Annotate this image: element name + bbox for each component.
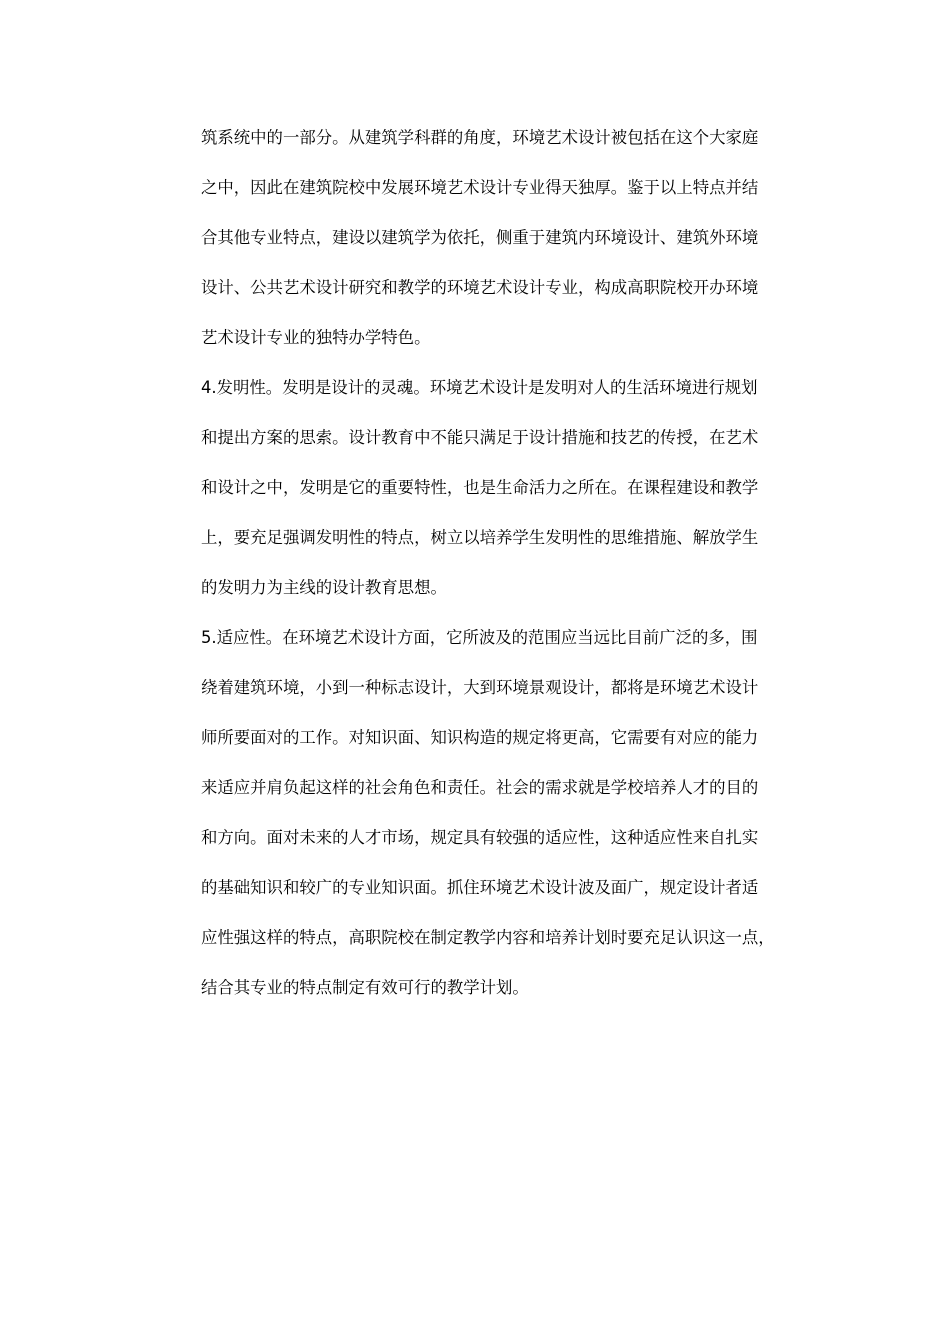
text-line: 的发明力为主线的设计教育思想。	[201, 578, 447, 597]
text-line: 和提出方案的思索。设计教育中不能只满足于设计措施和技艺的传授，在艺术	[201, 428, 759, 447]
text-line: 师所要面对的工作。对知识面、知识构造的规定将更高，它需要有对应的能力	[201, 728, 759, 747]
text-line: 的基础知识和较广的专业知识面。抓住环境艺术设计波及面广，规定设计者适	[201, 878, 759, 897]
text-line: 和方向。面对未来的人才市场，规定具有较强的适应性，这种适应性来自扎实	[201, 828, 759, 847]
text-line: 设计、公共艺术设计研究和教学的环境艺术设计专业，构成高职院校开办环境	[201, 278, 759, 297]
text-line: 上，要充足强调发明性的特点，树立以培养学生发明性的思维措施、解放学生	[201, 528, 759, 547]
text-line: 绕着建筑环境，小到一种标志设计，大到环境景观设计，都将是环境艺术设计	[201, 678, 759, 697]
body-text	[201, 126, 811, 1026]
text-line: 之中，因此在建筑院校中发展环境艺术设计专业得天独厚。鉴于以上特点并结	[201, 178, 759, 197]
text-line: 和设计之中，发明是它的重要特性，也是生命活力之所在。在课程建设和教学	[201, 478, 759, 497]
text-line: 5.适应性。在环境艺术设计方面，它所波及的范围应当远比目前广泛的多，围	[201, 628, 758, 647]
text-line: 艺术设计专业的独特办学特色。	[201, 328, 431, 347]
text-line: 来适应并肩负起这样的社会角色和责任。社会的需求就是学校培养人才的目的	[201, 778, 759, 797]
text-line: 结合其专业的特点制定有效可行的教学计划。	[201, 978, 529, 997]
text-line: 筑系统中的一部分。从建筑学科群的角度，环境艺术设计被包括在这个大家庭	[201, 128, 759, 147]
text-line: 4.发明性。发明是设计的灵魂。环境艺术设计是发明对人的生活环境进行规划	[201, 378, 758, 397]
text-line: 应性强这样的特点，高职院校在制定教学内容和培养计划时要充足认识这一点，	[201, 928, 775, 947]
text-line: 合其他专业特点，建设以建筑学为依托，侧重于建筑内环境设计、建筑外环境	[201, 228, 759, 247]
